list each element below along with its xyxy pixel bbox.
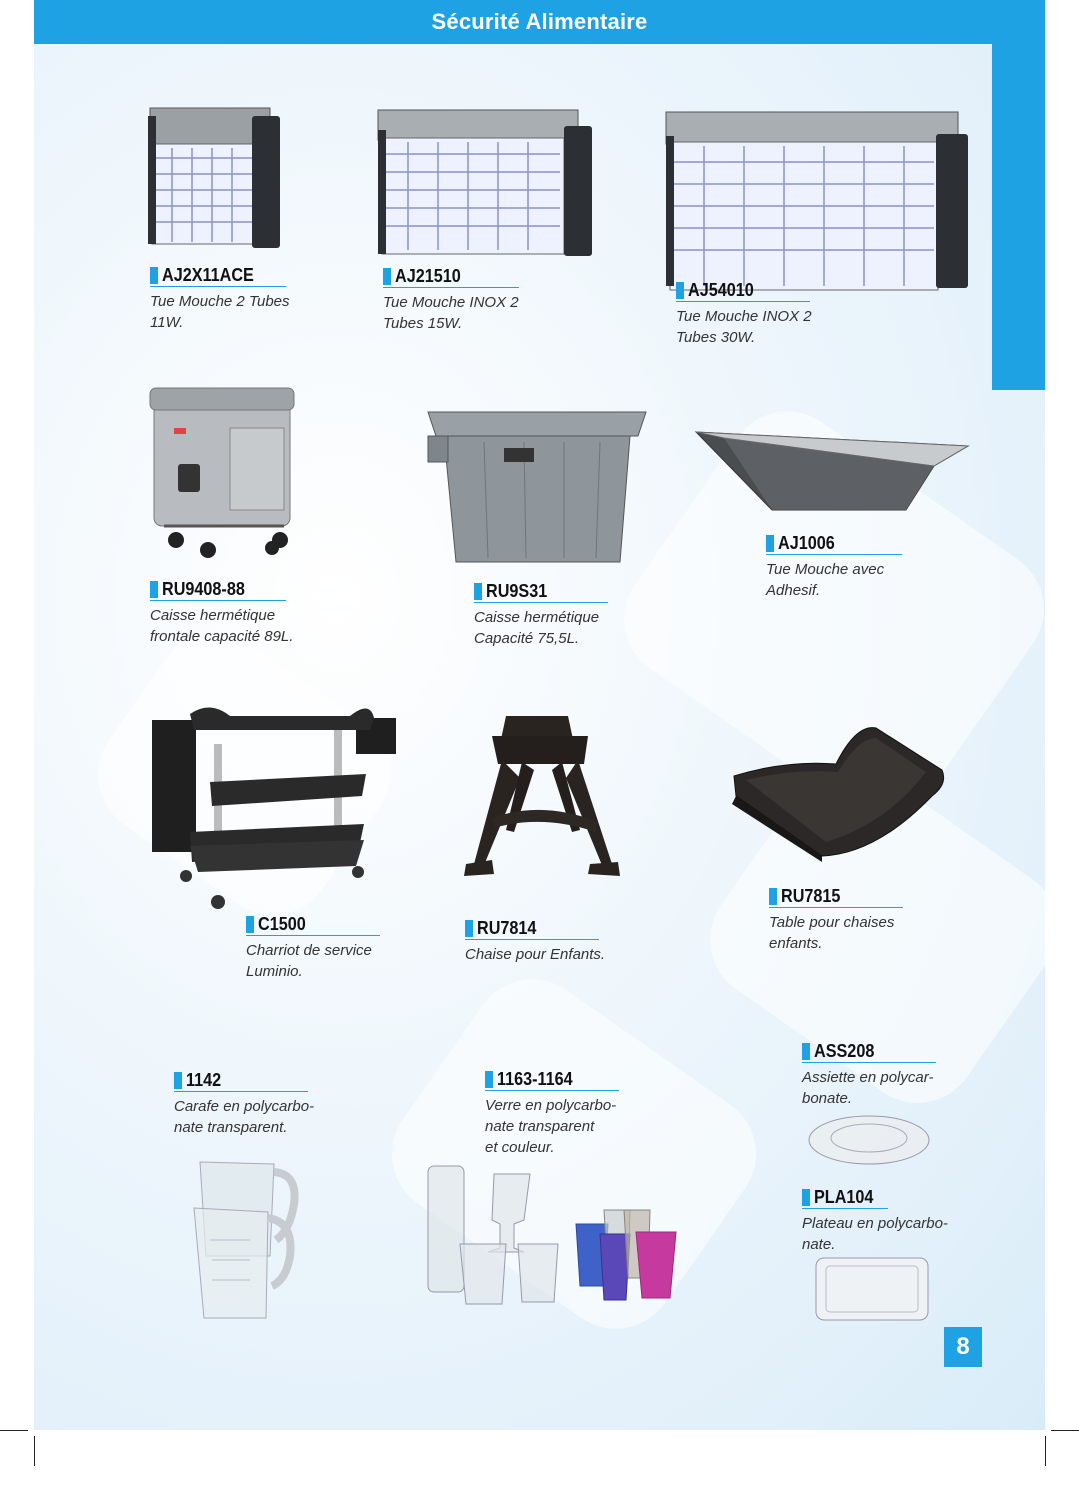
side-tab — [992, 44, 1045, 390]
product-code: RU7815 — [781, 886, 841, 906]
code-underline — [150, 286, 286, 287]
code-marker — [802, 1043, 810, 1060]
product-description: Charriot de service — [246, 942, 372, 959]
code-marker — [150, 581, 158, 598]
crop-mark — [1045, 1436, 1046, 1466]
product-description: et couleur. — [485, 1139, 555, 1156]
code-marker — [676, 282, 684, 299]
code-underline — [383, 287, 519, 288]
product-ASS208 — [802, 1041, 933, 1109]
product-AJ54010 — [676, 280, 812, 348]
product-description: Tubes 15W. — [383, 315, 463, 332]
insect-killer-medium-icon — [378, 110, 594, 258]
product-1142 — [174, 1070, 314, 1138]
code-marker — [769, 888, 777, 905]
code-underline — [769, 907, 903, 908]
product-description: Tue Mouche INOX 2 — [676, 308, 812, 325]
product-code: AJ2X11ACE — [162, 265, 254, 285]
product-PLA104 — [802, 1187, 948, 1255]
insect-killer-small-icon — [148, 108, 282, 250]
product-description: Caisse hermétique — [474, 609, 600, 626]
code-marker — [246, 916, 254, 933]
code-marker — [485, 1071, 493, 1088]
product-description: enfants. — [769, 935, 823, 952]
product-description: Tue Mouche INOX 2 — [383, 294, 519, 311]
product-description: Tubes 30W. — [676, 329, 756, 346]
crop-mark — [0, 1430, 28, 1431]
storage-bin-icon — [424, 408, 650, 568]
product-RU9408-88 — [150, 579, 293, 647]
product-description: Tue Mouche 2 Tubes — [150, 293, 290, 310]
code-underline — [766, 554, 902, 555]
code-marker — [802, 1189, 810, 1206]
product-description: nate transparent — [485, 1118, 595, 1135]
product-code: PLA104 — [814, 1187, 874, 1207]
code-underline — [676, 301, 810, 302]
product-description: nate transparent. — [174, 1119, 288, 1136]
high-chair-tray-icon — [726, 724, 948, 862]
product-code: AJ21510 — [395, 266, 461, 286]
product-code: 1163-1164 — [497, 1069, 573, 1089]
code-underline — [174, 1091, 308, 1092]
product-code: C1500 — [258, 914, 306, 934]
crop-mark — [1051, 1430, 1079, 1431]
code-underline — [150, 600, 286, 601]
code-marker — [465, 920, 473, 937]
code-underline — [802, 1208, 888, 1209]
product-description: Luminio. — [246, 963, 303, 980]
code-marker — [150, 267, 158, 284]
code-marker — [474, 583, 482, 600]
page-title: Sécurité Alimentaire — [431, 9, 648, 34]
page-number: 8 — [944, 1327, 982, 1367]
high-chair-icon — [462, 714, 622, 878]
code-marker — [766, 535, 774, 552]
product-AJ1006 — [766, 533, 884, 601]
code-underline — [246, 935, 380, 936]
pitcher-icon — [190, 1160, 302, 1322]
product-description: Capacité 75,5L. — [474, 630, 580, 647]
product-code: AJ1006 — [778, 533, 835, 553]
code-underline — [474, 602, 608, 603]
adhesive-fly-trap-icon — [694, 424, 970, 514]
glasses-icon — [424, 1160, 680, 1308]
product-description: Tue Mouche avec — [766, 561, 885, 578]
product-code: RU9408-88 — [162, 579, 245, 599]
code-underline — [485, 1090, 619, 1091]
service-cart-icon — [150, 700, 406, 912]
code-marker — [174, 1072, 182, 1089]
product-description: Adhesif. — [766, 582, 821, 599]
product-description: bonate. — [802, 1090, 853, 1107]
plate-icon — [806, 1114, 932, 1166]
product-C1500 — [246, 914, 372, 982]
product-description: frontale capacité 89L. — [150, 628, 294, 645]
product-code: RU7814 — [477, 918, 537, 938]
product-description: Verre en polycarbo- — [485, 1097, 617, 1114]
header-bar — [34, 0, 1045, 44]
product-description: nate. — [802, 1236, 836, 1253]
product-description: Plateau en polycarbo- — [802, 1215, 948, 1232]
product-AJ21510 — [383, 266, 519, 334]
product-1163-1164 — [485, 1069, 616, 1158]
product-RU9S31 — [474, 581, 599, 649]
product-description: 11W. — [150, 314, 184, 331]
product-description: Table pour chaises — [769, 914, 895, 931]
product-code: RU9S31 — [486, 581, 548, 601]
product-RU7815 — [769, 886, 894, 954]
product-description: Carafe en polycarbo- — [174, 1098, 315, 1115]
code-underline — [802, 1062, 936, 1063]
tray-icon — [814, 1256, 930, 1322]
product-code: ASS208 — [814, 1041, 875, 1061]
code-marker — [383, 268, 391, 285]
food-carrier-icon — [150, 388, 298, 560]
code-underline — [465, 939, 599, 940]
product-RU7814 — [465, 918, 605, 965]
product-description: Chaise pour Enfants. — [465, 946, 606, 963]
product-AJ2X11ACE — [150, 265, 290, 333]
product-description: Assiette en polycar- — [802, 1069, 934, 1086]
product-description: Caisse hermétique — [150, 607, 276, 624]
insect-killer-large-icon — [664, 110, 970, 292]
product-code: 1142 — [186, 1070, 222, 1090]
product-code: AJ54010 — [688, 280, 754, 300]
crop-mark — [34, 1436, 35, 1466]
